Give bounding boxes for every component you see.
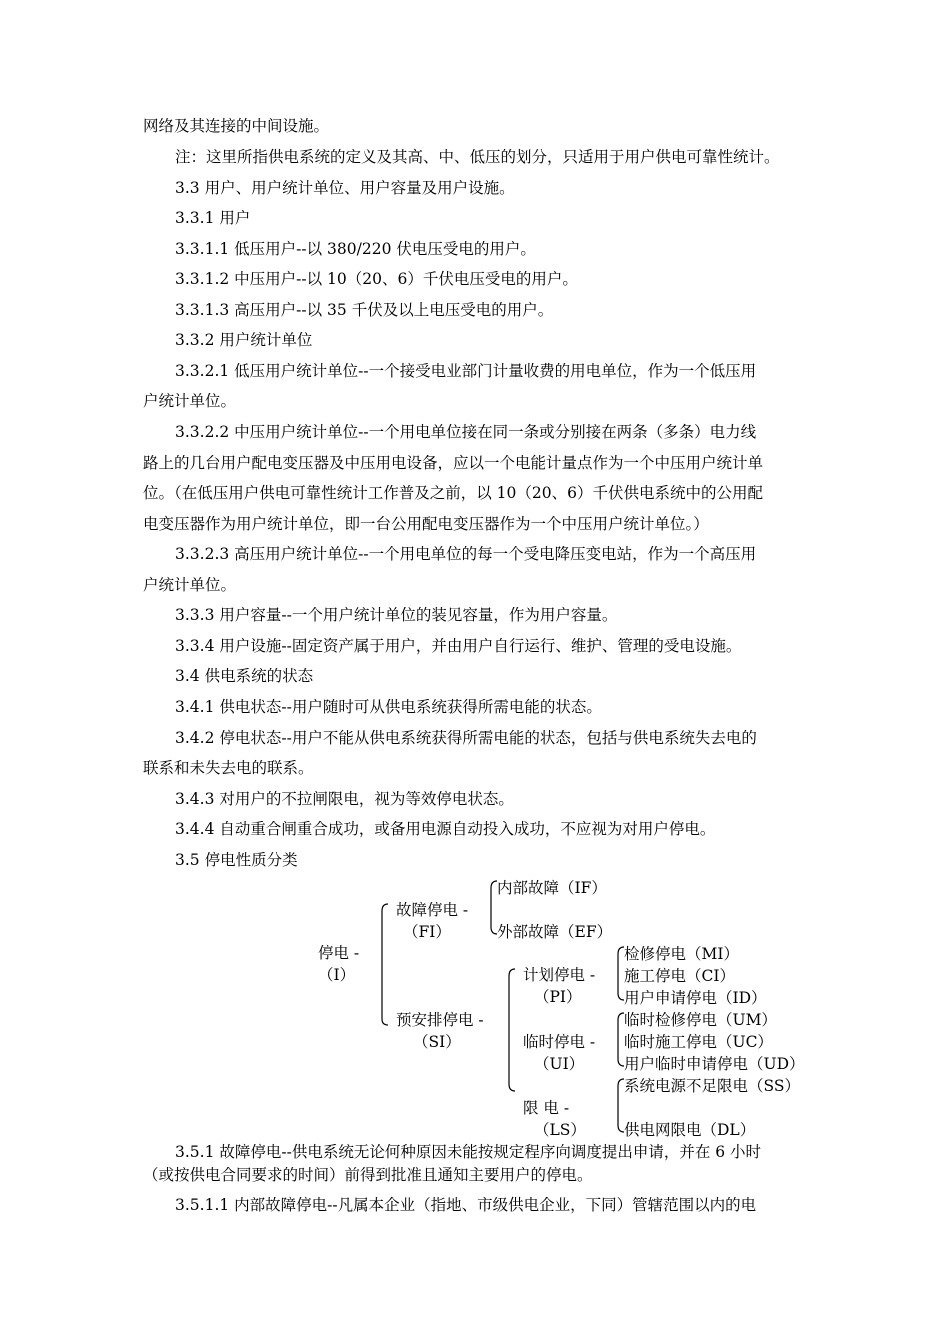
tree-limit-code: （LS） [534,1121,586,1139]
tree-external-fault: 外部故障（EF） [497,923,613,941]
section-heading: 3.3.1 用户 [175,209,251,227]
text-line: 3.3.2.3 高压用户统计单位--一个用电单位的每一个受电降压变电站，作为一个高压用 [175,545,757,563]
tree-scheduled-label: 预安排停电 - [396,1011,484,1029]
text-line: 3.3.2.2 中压用户统计单位--一个用电单位接在同一条或分别接在两条（多条）电力线 [175,423,757,441]
text-line: 位。（在低压用户供电可靠性统计工作普及之前，以 10（20、6）千伏供电系统中的公用配 [143,484,763,502]
tree-leaf-ci: 施工停电（CI） [624,967,735,985]
text-line: 3.3.3 用户容量--一个用户统计单位的装见容量，作为用户容量。 [175,606,618,624]
text-line: 3.5.1 故障停电--供电系统无论何种原因未能按规定程序向调度提出申请，并在 6 小时 [175,1143,762,1161]
tree-limit-label: 限 电 - [523,1099,570,1117]
text-line: 3.3.1.3 高压用户--以 35 千伏及以上电压受电的用户。 [175,301,554,319]
text-line: 联系和未失去电的联系。 [143,759,314,777]
text-line: 3.3.1.1 低压用户--以 380/220 伏电压受电的用户。 [175,240,536,258]
section-heading: 3.3.2 用户统计单位 [175,331,313,349]
tree-planned-code: （PI） [534,988,582,1006]
tree-leaf-id: 用户申请停电（ID） [624,989,767,1007]
text-line: 3.5.1.1 内部故障停电--凡属本企业（指地、市级供电企业，下同）管辖范围以内的电 [175,1196,757,1214]
text-line: 3.4.4 自动重合闸重合成功，或备用电源自动投入成功，不应视为对用户停电。 [175,820,716,838]
section-heading: 3.3 用户、用户统计单位、用户容量及用户设施。 [175,179,515,197]
tree-leaf-ud: 用户临时申请停电（UD） [624,1055,805,1073]
text-line: 3.3.4 用户设施--固定资产属于用户，并由用户自行运行、维护、管理的受电设施。 [175,637,742,655]
text-line: 3.4.2 停电状态--用户不能从供电系统获得所需电能的状态，包括与供电系统失去电的 [175,729,757,747]
tree-leaf-um: 临时检修停电（UM） [624,1011,777,1029]
section-heading: 3.4 供电系统的状态 [175,667,314,685]
text-line: 电变压器作为用户统计单位，即一台公用配电变压器作为一个中压用户统计单位。） [143,515,709,533]
text-line: 路上的几台用户配电变压器及中压用电设备，应以一个电能计量点作为一个中压用户统计单 [143,454,764,472]
tree-fault-code: （FI） [403,923,451,941]
text-line: 3.3.1.2 中压用户--以 10（20、6）千伏电压受电的用户。 [175,270,578,288]
text-line: 户统计单位。 [143,392,237,410]
tree-leaf-mi: 检修停电（MI） [624,945,739,963]
tree-planned-label: 计划停电 - [523,966,596,984]
text-line: 3.4.1 供电状态--用户随时可从供电系统获得所需电能的状态。 [175,698,602,716]
tree-root-code: （I） [318,966,356,984]
text-line: （或按供电合同要求的时间）前得到批准且通知主要用户的停电。 [143,1166,593,1184]
section-heading: 3.5 停电性质分类 [175,851,298,869]
tree-leaf-uc: 临时施工停电（UC） [624,1033,773,1051]
text-line: 3.4.3 对用户的不拉闸限电，视为等效停电状态。 [175,790,514,808]
tree-leaf-ss: 系统电源不足限电（SS） [624,1077,800,1095]
tree-scheduled-code: （SI） [413,1033,461,1051]
tree-internal-fault: 内部故障（IF） [497,879,607,897]
tree-temporary-label: 临时停电 - [523,1033,596,1051]
tree-temporary-code: （UI） [534,1055,585,1073]
text-line: 网络及其连接的中间设施。 [143,117,330,135]
note-line: 注：这里所指供电系统的定义及其高、中、低压的划分，只适用于用户供电可靠性统计。 [175,148,780,166]
tree-fault-label: 故障停电 - [396,901,469,919]
text-line: 3.3.2.1 低压用户统计单位--一个接受电业部门计量收费的用电单位，作为一个低压用 [175,362,757,380]
tree-root-label: 停电 - [318,944,360,962]
tree-leaf-dl: 供电网限电（DL） [624,1121,756,1139]
text-line: 户统计单位。 [143,576,237,594]
